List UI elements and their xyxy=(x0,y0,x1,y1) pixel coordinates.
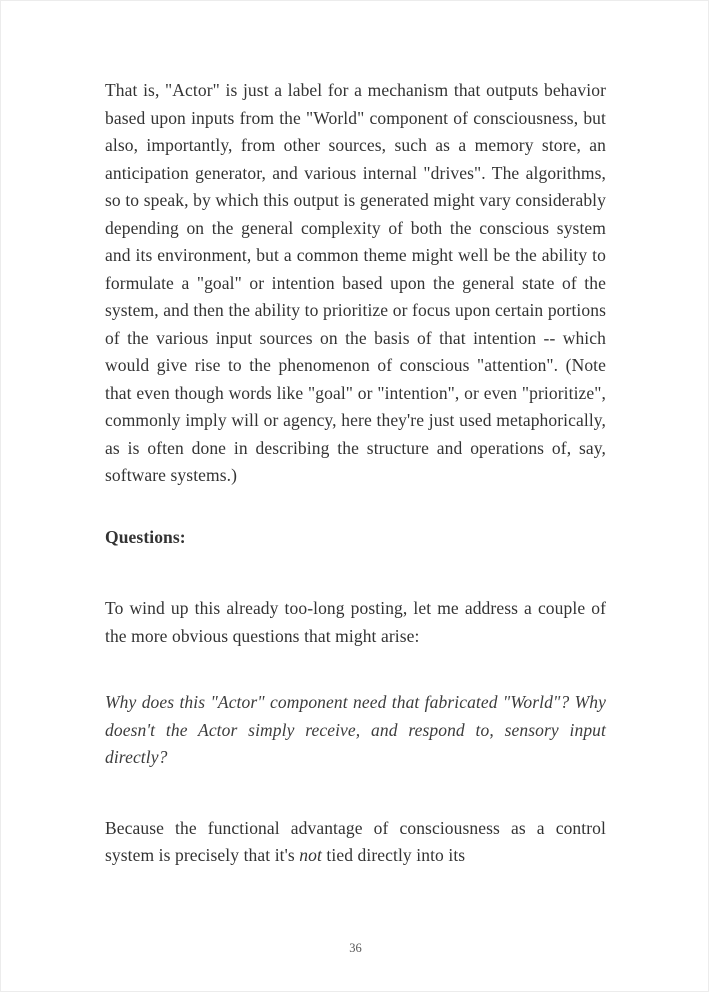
paragraph-actor-mechanism: That is, "Actor" is just a label for a mechanism that outputs behavior based upon inputs from the "World" component of consciousness, but also, importantly, from other sources, such as a memory store, an anticipation generator, and various internal "drives". The algorithms, so to speak, by which this output is generated might vary considerably depending on the general complexity of both the conscious system and its environment, but a common theme might well be the ability to formulate a "goal" or intention based upon the general state of the system, and then the ability to prioritize or focus upon certain portions of the various input sources on the basis of that intention -- which would give rise to the phenomenon of conscious "attention". (Note that even though words like "goal" or "intention", or even "prioritize", commonly imply will or agency, here they're just used metaphorically, as is often done in describing the structure and operations of, say, software systems.) xyxy=(105,80,606,485)
paragraph-question-italic: Why does this "Actor" component need that fabricated "World"? Why doesn't the Actor simply receive, and respond to, sensory input directly? xyxy=(105,692,606,767)
page-number: 36 xyxy=(349,941,362,955)
paragraph-wind-up: To wind up this already too-long posting, let me address a couple of the more obvious questions that might arise: xyxy=(105,598,606,646)
paragraph-because xyxy=(105,815,606,870)
emphasis-not: not xyxy=(299,845,322,865)
paragraph-because-text-after: tied directly into its xyxy=(321,845,466,865)
paragraph-because-text-before: Because the functional advantage of consciousness as a control system is precisely that it's xyxy=(105,817,606,865)
section-heading-questions: Questions: xyxy=(105,526,186,547)
page-body xyxy=(105,77,606,870)
